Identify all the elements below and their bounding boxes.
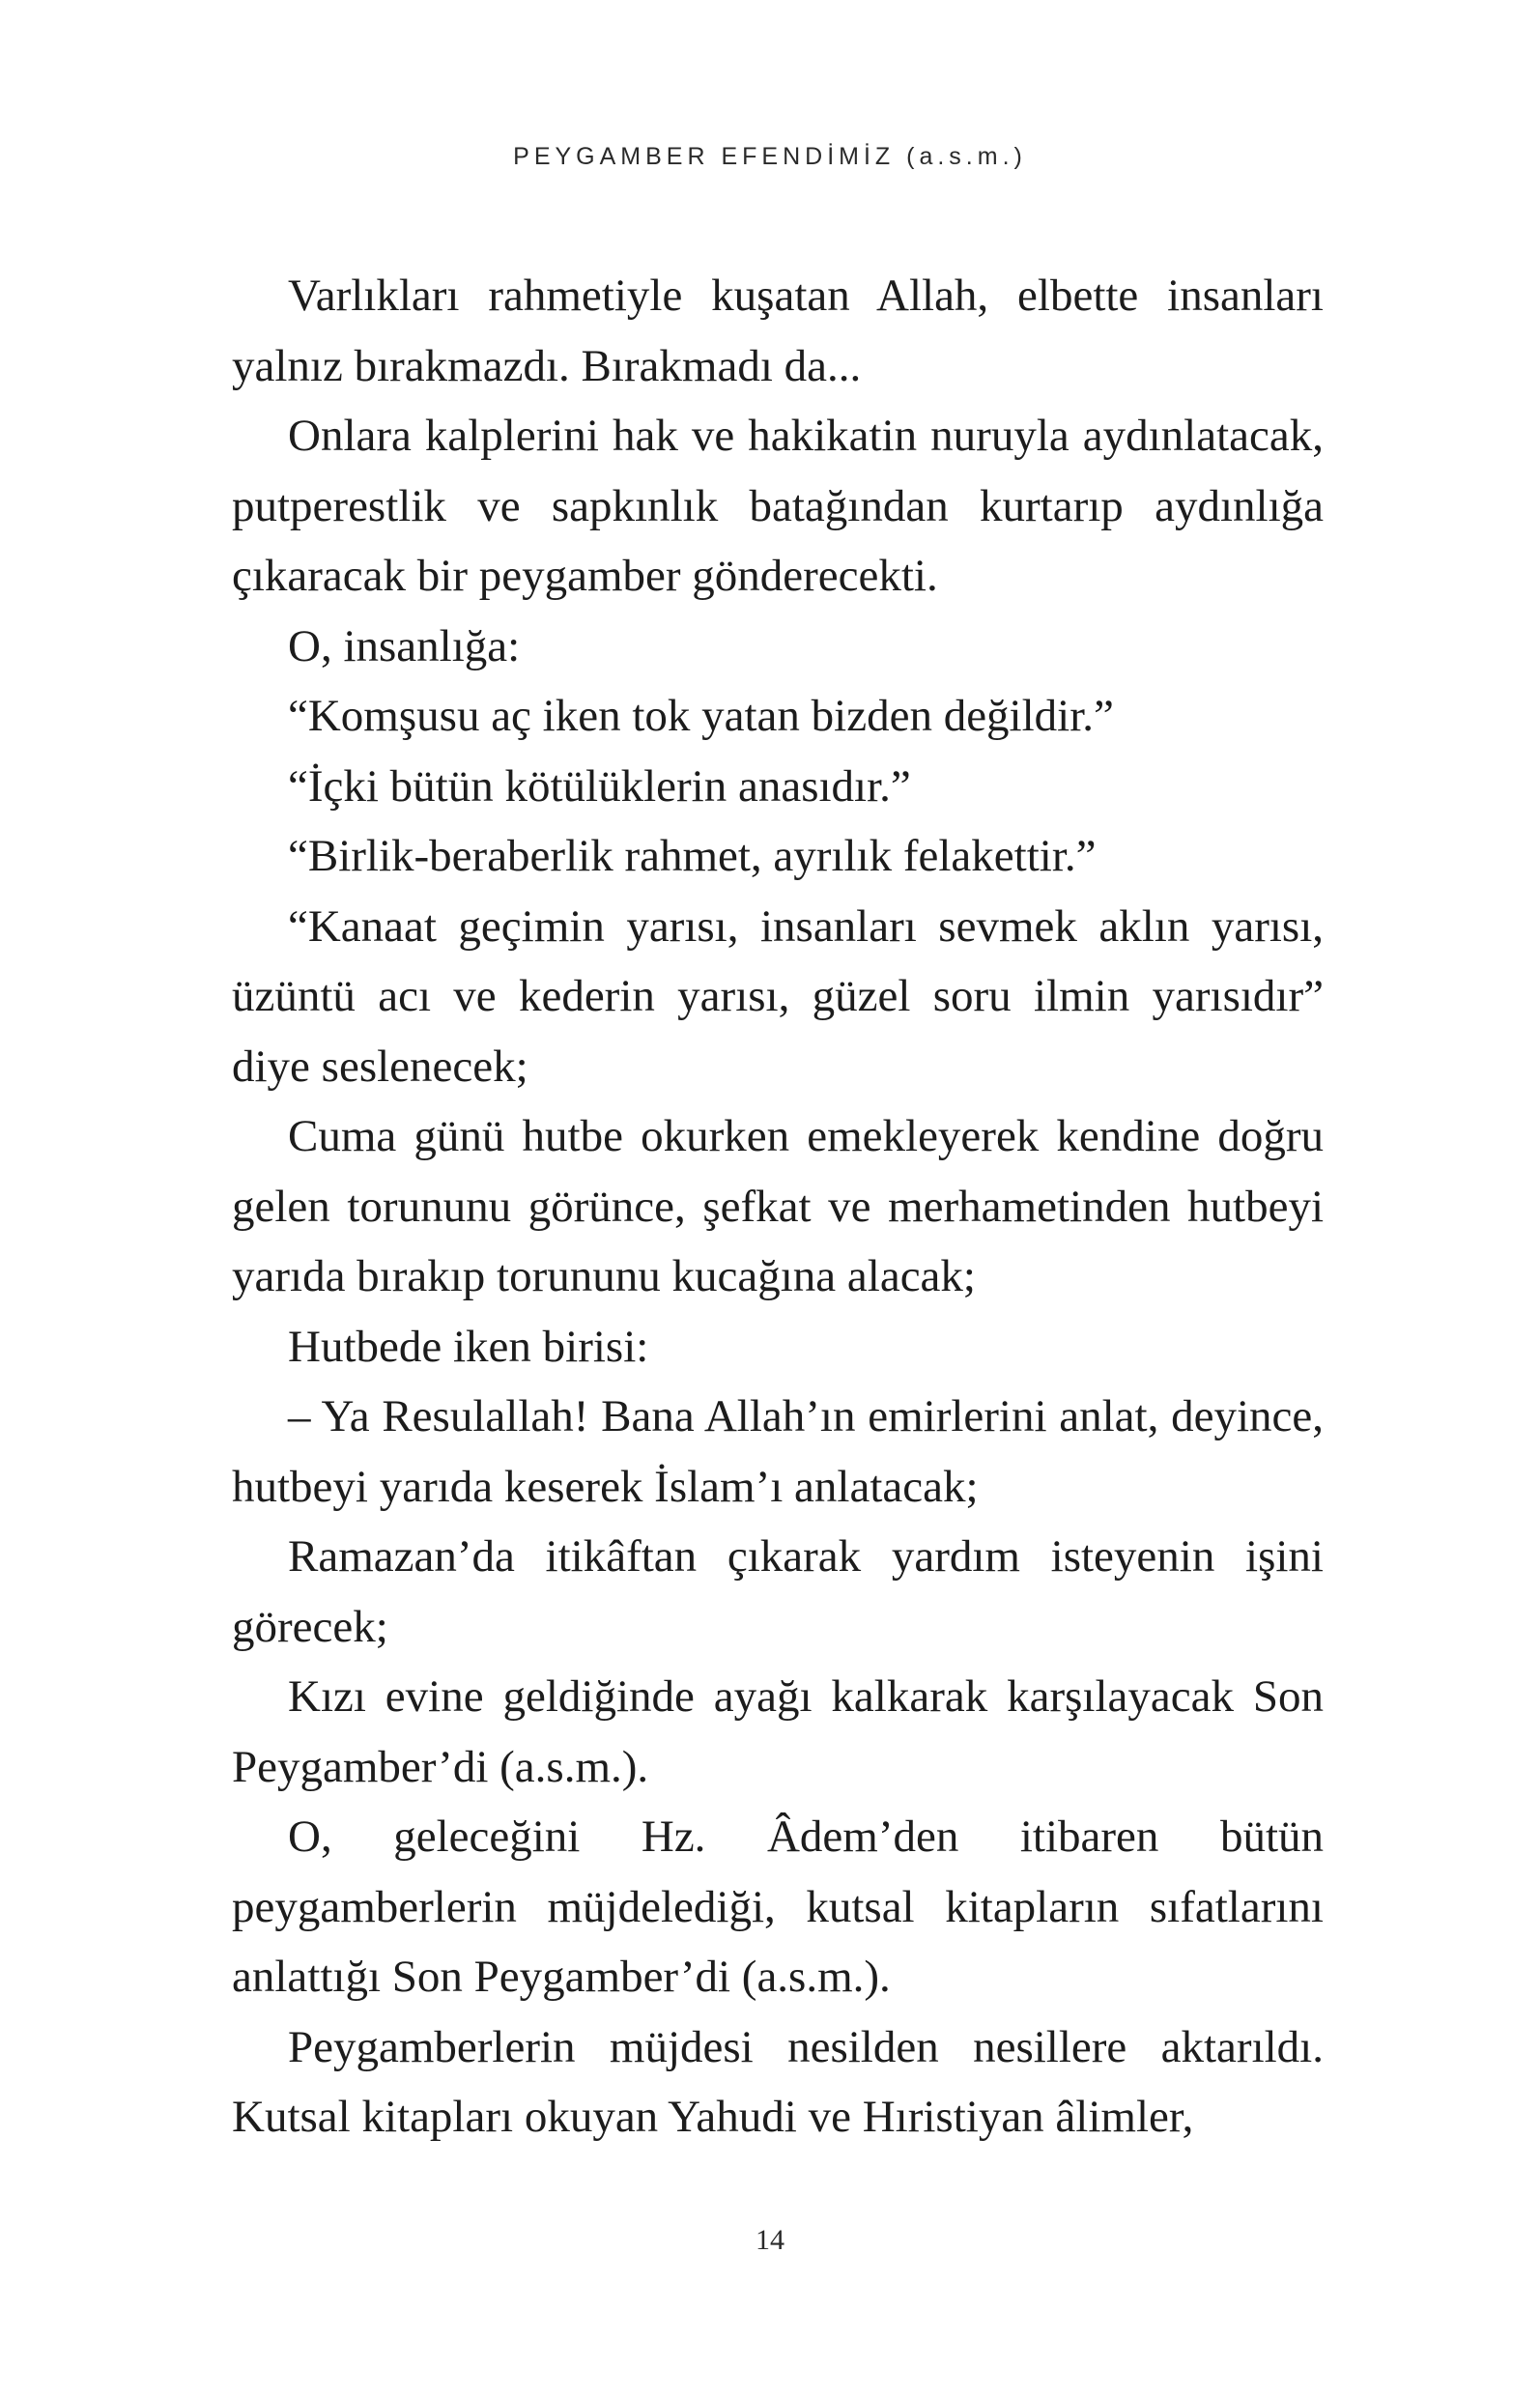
page-number: 14 <box>756 2224 784 2256</box>
paragraph: Peygamberlerin müjdesi nesilden nesillere aktarıldı. Kutsal kitapları okuyan Yahudi ve Hıristiyan âlimler, <box>232 2021 1324 2142</box>
body-text <box>232 261 1324 2153</box>
paragraph: Onlara kalplerini hak ve hakikatin nuruyla aydınlatacak, putperestlik ve sapkınlık batağından kurtarıp aydınlığa çıkaracak bir peygamber gönderecekti. <box>232 411 1324 601</box>
paragraph: O, insanlığa: <box>288 620 521 671</box>
paragraph: Varlıkları rahmetiyle kuşatan Allah, elbette insanları yalnız bırakmazdı. Bırakmadı da... <box>232 271 1324 391</box>
paragraph: “Komşusu aç iken tok yatan bizden değildir.” <box>288 691 1114 741</box>
paragraph: – Ya Resulallah! Bana Allah’ın emirlerini anlat, deyince, hutbeyi yarıda keserek İslam’ı anlatacak; <box>232 1391 1324 1512</box>
running-head: PEYGAMBER EFENDİMİZ (a.s.m.) <box>513 143 1027 170</box>
paragraph: “Birlik-beraberlik rahmet, ayrılık felakettir.” <box>288 831 1097 881</box>
paragraph: Kızı evine geldiğinde ayağı kalkarak karşılayacak Son Peygamber’di (a.s.m.). <box>232 1671 1324 1792</box>
paragraph: Hutbede iken birisi: <box>288 1321 649 1372</box>
paragraph: “Kanaat geçimin yarısı, insanları sevmek aklın yarısı, üzüntü acı ve kederin yarısı, güzel soru ilmin yarısıdır” diye seslenecek; <box>232 900 1324 1092</box>
paragraph: O, geleceğini Hz. Âdem’den itibaren bütün peygamberlerin müjdelediği, kutsal kitapların sıfatlarını anlattığı Son Peygamber’di (a.s.m.). <box>232 1811 1324 2002</box>
paragraph: Ramazan’da itikâftan çıkarak yardım isteyenin işini görecek; <box>232 1531 1324 1652</box>
paragraph: Cuma günü hutbe okurken emekleyerek kendine doğru gelen torununu görünce, şefkat ve merhametinden hutbeyi yarıda bırakıp torununu kucağına alacak; <box>232 1111 1324 1301</box>
paragraph: “İçki bütün kötülüklerin anasıdır.” <box>288 760 911 812</box>
